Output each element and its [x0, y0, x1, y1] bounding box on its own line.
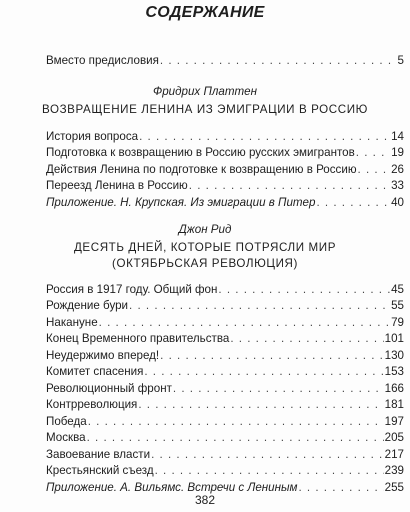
- toc-entry: Комитет спасения . . . 153: [46, 364, 404, 380]
- section2-heading-line2: (ОКТЯБРЬСКАЯ РЕВОЛЮЦИЯ): [112, 257, 298, 270]
- toc-entry: Рождение бури . . . 55: [46, 298, 404, 314]
- toc-entry-label: Вместо предисловия: [46, 54, 159, 67]
- toc-entry: Завоевание власти . . . 217: [46, 447, 404, 463]
- page-number: 382: [194, 493, 216, 507]
- toc-entry-preface: [46, 53, 404, 69]
- toc-entry-page: 5: [397, 54, 404, 67]
- toc-entry: Конец Временного правительства . . . 101: [46, 331, 404, 347]
- toc-entry: Действия Ленина по подготовке к возвращению в Россию . . . 26: [46, 162, 404, 178]
- section1-heading: ВОЗВРАЩЕНИЕ ЛЕНИНА ИЗ ЭМИГРАЦИИ В РОССИЮ: [42, 103, 368, 116]
- section2-author: Джон Рид: [178, 223, 232, 236]
- toc-entry: Переезд Ленина в Россию . . . 33: [46, 178, 404, 194]
- leader-dots: [160, 53, 397, 69]
- page-title: СОДЕРЖАНИЕ: [145, 4, 265, 21]
- toc-entry: Приложение. А. Вильямс. Встречи с Лениным . . . 255: [46, 480, 404, 496]
- toc-entry: Победа . . . 197: [46, 414, 404, 430]
- toc-entry: Контрреволюция . . . 181: [46, 397, 404, 413]
- toc-entry: Революционный фронт . . . 166: [46, 381, 404, 397]
- toc-entry: Накануне . . . 79: [46, 315, 404, 331]
- toc-entry: Неудержимо вперед! . . . 130: [46, 348, 404, 364]
- section2-heading-line1: ДЕСЯТЬ ДНЕЙ, КОТОРЫЕ ПОТРЯСЛИ МИР: [73, 241, 337, 254]
- toc-entry: Подготовка к возвращению в Россию русских эмигрантов . . . 19: [46, 145, 404, 161]
- toc-entry: История вопроса . . . 14: [46, 129, 404, 145]
- toc-entry: Россия в 1917 году. Общий фон . . . 45: [46, 282, 404, 298]
- toc-entry: Приложение. Н. Крупская. Из эмиграции в Питер . . . 40: [46, 195, 404, 211]
- section1-author: Фридрих Платтен: [153, 85, 257, 98]
- toc-entry: Крестьянский съезд . . . 239: [46, 463, 404, 479]
- toc-entry: Москва . . . 205: [46, 430, 404, 446]
